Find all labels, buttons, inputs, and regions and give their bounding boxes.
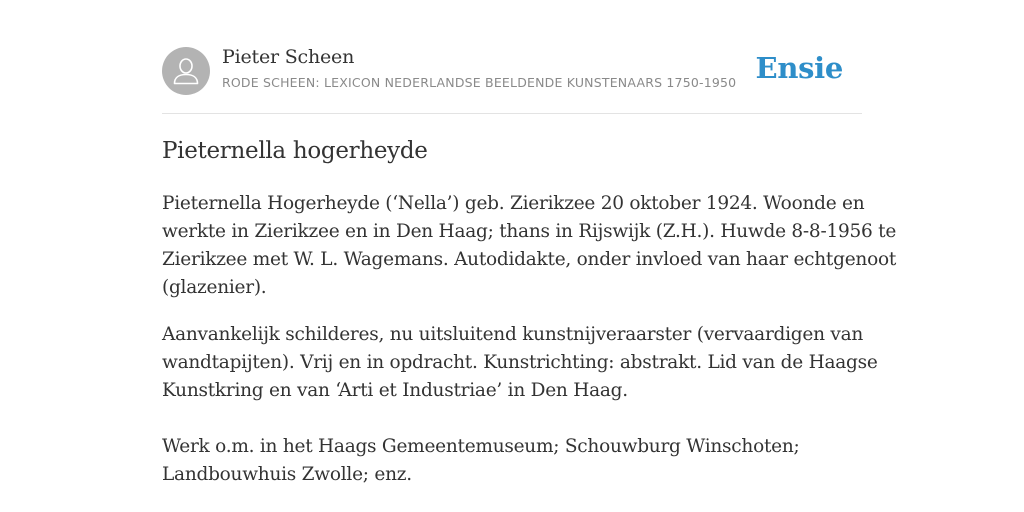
paragraph-line: werkte in Zierikzee en in Den Haag; thans in Rijswijk (Z.H.). Huwde 8-8-1956 te (162, 221, 897, 242)
paragraph-1 (162, 190, 897, 302)
paragraph-line: Zierikzee met W. L. Wagemans. Autodidakte, onder invloed van haar echtgenoot (162, 249, 897, 270)
article-title: Pieternella hogerheyde (162, 138, 428, 164)
divider (162, 113, 862, 114)
ensie-logo[interactable]: Ensie (755, 51, 843, 85)
paragraph-2 (162, 321, 878, 405)
paragraph-line: Werk o.m. in het Haags Gemeentemuseum; Schouwburg Winschoten; (162, 436, 800, 457)
paragraph-line: Landbouwhuis Zwolle; enz. (162, 464, 412, 485)
avatar[interactable] (162, 47, 210, 95)
source-title[interactable]: RODE SCHEEN: LEXICON NEDERLANDSE BEELDENDE KUNSTENAARS 1750-1950 (222, 75, 737, 90)
article-body (162, 190, 897, 489)
paragraph-line: Kunstkring en van ‘Arti et Industriae’ in Den Haag. (162, 380, 628, 401)
paragraph-line: Aanvankelijk schilderes, nu uitsluitend kunstnijveraarster (vervaardigen van (162, 324, 864, 345)
paragraph-line: (glazenier). (162, 277, 267, 298)
author-name[interactable]: Pieter Scheen (222, 46, 355, 68)
paragraph-line: Pieternella Hogerheyde (‘Nella’) geb. Zierikzee 20 oktober 1924. Woonde en (162, 193, 865, 214)
paragraph-line: wandtapijten). Vrij en in opdracht. Kunstrichting: abstrakt. Lid van de Haagse (162, 352, 878, 373)
user-icon (173, 57, 199, 85)
entry-header (162, 46, 862, 96)
paragraph-3 (162, 433, 862, 489)
